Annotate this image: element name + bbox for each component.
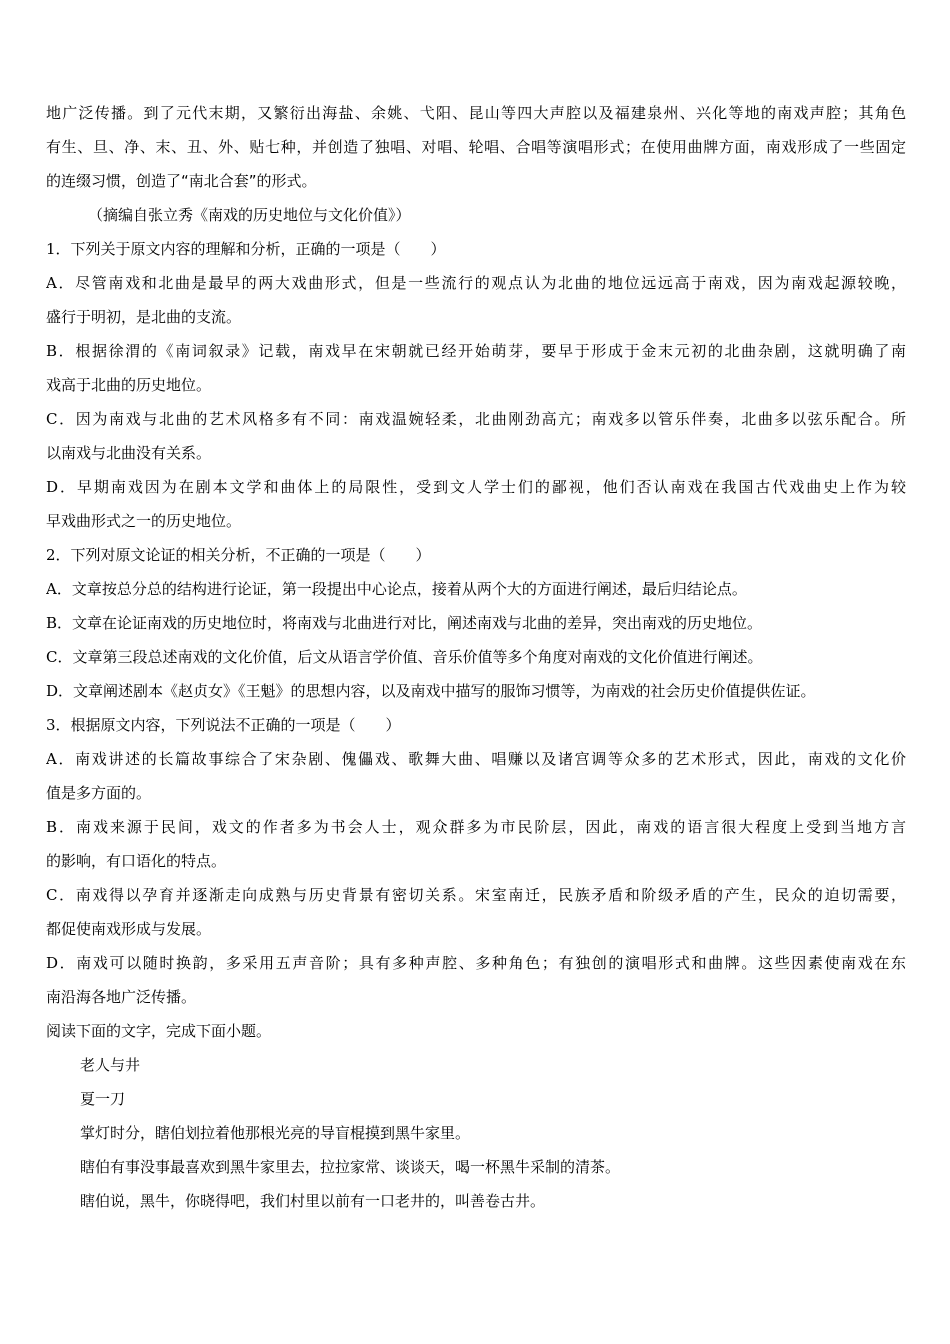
option-3a-cont: 值是多方面的。	[46, 784, 152, 802]
passage-line: 地广泛传播。到了元代末期，又繁衍出海盐、余姚、弋阳、昆山等四大声腔以及福建泉州、兴化等地的南戏声腔；其角色	[46, 104, 906, 122]
option-3d: D．南戏可以随时换韵，多采用五声音阶；具有多种声腔、多种角色；有独创的演唱形式和曲牌。这些因素使南戏在东	[46, 954, 906, 972]
option-3b-cont: 的影响，有口语化的特点。	[46, 852, 227, 870]
option-2b: B．文章在论证南戏的历史地位时，将南戏与北曲进行对比，阐述南戏与北曲的差异，突出南戏的历史地位。	[46, 614, 763, 632]
option-3d-cont: 南沿海各地广泛传播。	[46, 988, 197, 1006]
option-1d-cont: 早戏曲形式之一的历史地位。	[46, 512, 242, 530]
story-paragraph: 掌灯时分，瞎伯划拉着他那根光亮的导盲棍摸到黑牛家里。	[80, 1124, 471, 1142]
story-title: 老人与井	[80, 1056, 141, 1074]
option-3b: B．南戏来源于民间，戏文的作者多为书会人士，观众群多为市民阶层，因此，南戏的语言很大程度上受到当地方言	[46, 818, 906, 836]
question-stem-2: 2．下列对原文论证的相关分析，不正确的一项是（ ）	[46, 546, 431, 564]
option-1b-cont: 戏高于北曲的历史地位。	[46, 376, 212, 394]
passage-line: 的连缀习惯，创造了“南北合套”的形式。	[46, 172, 317, 190]
option-2d: D．文章阐述剧本《赵贞女》《王魁》的思想内容，以及南戏中描写的服饰习惯等，为南戏的社会历史价值提供佐证。	[46, 682, 816, 700]
option-2c: C．文章第三段总述南戏的文化价值，后文从语言学价值、音乐价值等多个角度对南戏的文化价值进行阐述。	[46, 648, 763, 666]
option-3c-cont: 都促使南戏形成与发展。	[46, 920, 212, 938]
passage-line: 有生、旦、净、末、丑、外、贴七种，并创造了独唱、对唱、轮唱、合唱等演唱形式；在使用曲牌方面，南戏形成了一些固定	[46, 138, 906, 156]
option-1d: D．早期南戏因为在剧本文学和曲体上的局限性，受到文人学士们的鄙视，他们否认南戏在我国古代戏曲史上作为较	[46, 478, 906, 496]
option-3c: C．南戏得以孕育并逐渐走向成熟与历史背景有密切关系。宋室南迁，民族矛盾和阶级矛盾的产生，民众的迫切需要，	[46, 886, 906, 904]
option-3a: A．南戏讲述的长篇故事综合了宋杂剧、傀儡戏、歌舞大曲、唱赚以及诸宫调等众多的艺术形式，因此，南戏的文化价	[46, 750, 906, 768]
source-citation: （摘编自张立秀《南戏的历史地位与文化价值》）	[88, 206, 411, 224]
question-stem-3: 3．根据原文内容，下列说法不正确的一项是（ ）	[46, 716, 401, 734]
option-2a: A．文章按总分总的结构进行论证，第一段提出中心论点，接着从两个大的方面进行阐述，最后归结论点。	[46, 580, 747, 598]
option-1c-cont: 以南戏与北曲没有关系。	[46, 444, 212, 462]
question-stem-1: 1．下列关于原文内容的理解和分析，正确的一项是（ ）	[46, 240, 446, 258]
reading-instruction: 阅读下面的文字，完成下面小题。	[46, 1022, 272, 1040]
option-1a-cont: 盛行于明初，是北曲的支流。	[46, 308, 242, 326]
document-page	[46, 96, 906, 1218]
option-1b: B．根据徐渭的《南词叙录》记载，南戏早在宋朝就已经开始萌芽，要早于形成于金末元初的北曲杂剧，这就明确了南	[46, 342, 906, 360]
option-1c: C．因为南戏与北曲的艺术风格多有不同：南戏温婉轻柔，北曲刚劲高亢；南戏多以管乐伴奏，北曲多以弦乐配合。所	[46, 410, 906, 428]
story-paragraph: 瞎伯有事没事最喜欢到黑牛家里去，拉拉家常、谈谈天，喝一杯黑牛采制的清茶。	[80, 1158, 621, 1176]
story-author: 夏一刀	[80, 1090, 126, 1108]
story-paragraph: 瞎伯说，黑牛，你晓得吧，我们村里以前有一口老井的，叫善卷古井。	[80, 1192, 546, 1210]
option-1a: A．尽管南戏和北曲是最早的两大戏曲形式，但是一些流行的观点认为北曲的地位远远高于南戏，因为南戏起源较晚，	[46, 274, 906, 292]
